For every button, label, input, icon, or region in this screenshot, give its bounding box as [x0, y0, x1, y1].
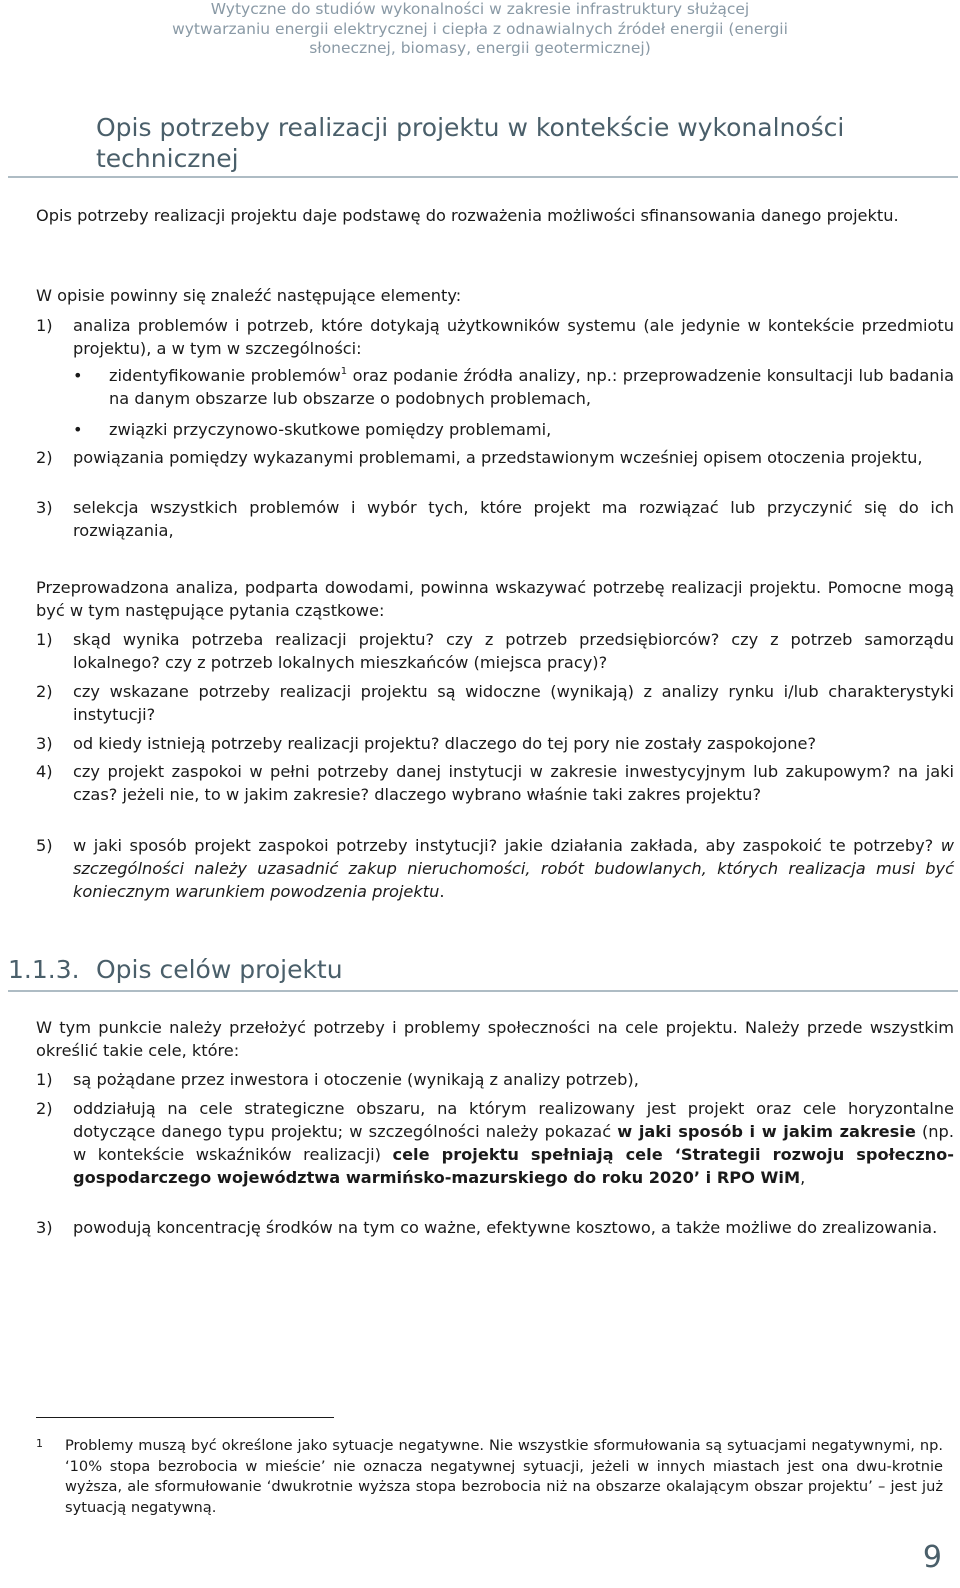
question-item: 1) skąd wynika potrzeba realizacji projektu? czy z potrzeb przedsiębiorców? czy z potrzeb samorządu lokalnego? czy z potrzeb lokalnych mieszkańców (miejsca pracy)? [36, 630, 954, 672]
section-1-1-2-heading [8, 112, 953, 174]
header-line-3: słonecznej, biomasy, energii geotermicznej) [309, 39, 651, 57]
list-item: 1) analiza problemów i potrzeb, które dotykają użytkowników systemu (ale jedynie w kontekście przedmiotu projektu), a w tym w szczególności: [36, 316, 954, 358]
bullet-item: • związki przyczynowo-skutkowe pomiędzy problemami, [73, 420, 552, 439]
section-1-1-3-heading [8, 955, 953, 984]
page-number: 9 [922, 1540, 942, 1575]
goals-intro: W tym punkcie należy przełożyć potrzeby i problemy społeczności na cele projektu. Należy przede wszystkim określić takie cele, które: [36, 1018, 954, 1060]
question-item: 3) od kiedy istnieją potrzeby realizacji projektu? dlaczego do tej pory nie zostały zaspokojone? [36, 734, 817, 753]
footnote-separator [36, 1417, 334, 1418]
question-item: 4) czy projekt zaspokoi w pełni potrzeby danej instytucji w zakresie inwestycyjnym lub zakupowym? na jaki czas? jeżeli nie, to w jakim zakresie? dlaczego wybrano właśnie taki zakres projektu? [36, 762, 954, 804]
goal-item: 1) są pożądane przez inwestora i otoczenie (wynikają z analizy potrzeb), [36, 1070, 639, 1089]
question-item: 5) w jaki sposób projekt zaspokoi potrzeby instytucji? jakie działania zakłada, aby zaspokoić te potrzeby? w szczególności należy uzasadnić zakup nieruchomości, robót budowlanych, których realizacja musi być koniecznym warunkiem powodzenia projektu. [36, 836, 954, 901]
footnote-number: 1 [36, 1437, 43, 1450]
bullet-icon: • [73, 420, 83, 439]
intro-paragraph: Opis potrzeby realizacji projektu daje podstawę do rozważenia możliwości sfinansowania danego projektu. [36, 206, 899, 225]
goal-item: 3) powodują koncentrację środków na tym co ważne, efektywne kosztowo, a także możliwe do zrealizowania. [36, 1218, 938, 1237]
header-line-1: Wytyczne do studiów wykonalności w zakresie infrastruktury służącej [210, 0, 750, 18]
footnote-ref: 1 [340, 366, 348, 377]
elements-lead: W opisie powinny się znaleźć następujące elementy: [36, 286, 462, 305]
heading-rule [8, 990, 958, 992]
footnote-text: Problemy muszą być określone jako sytuacje negatywne. Nie wszystkie sformułowania są sytuacjami negatywnymi, np. ‘10% stopa bezrobocia w mieście’ nie oznacza negatywnej sytuacji, jeżeli w innych miastach jest ona dwu-krotnie wyższa, ale sformułowanie ‘dwukrotnie wyższa stopa bezrobocia niż na obszarze okalającym obszar projektu’ – jest już sytuacją negatywną. [65, 1437, 943, 1516]
section-number [8, 112, 96, 143]
section-number: 1.1.3. [8, 955, 80, 984]
goal-item: 2) oddziałują na cele strategiczne obszaru, na którym realizowany jest projekt oraz cele horyzontalne dotyczące danego typu projektu; w szczególności należy pokazać w jaki sposób i w jakim zakresie (np. w kontekście wskaźników realizacji) cele projektu spełniają cele ‘Strategii rozwoju społeczno-gospodarczego województwa warmińsko-mazurskiego do roku 2020’ i RPO WiM, [36, 1099, 954, 1187]
analysis-paragraph: Przeprowadzona analiza, podparta dowodami, powinna wskazywać potrzebę realizacji projektu. Pomocne mogą być w tym następujące pytania cząstkowe: [36, 578, 954, 620]
bullet-icon: • [73, 366, 83, 385]
section-title: Opis celów projektu [96, 955, 343, 984]
list-item: 3) selekcja wszystkich problemów i wybór tych, które projekt ma rozwiązać lub przyczynić się do ich rozwiązania, [36, 498, 954, 540]
heading-rule [8, 176, 958, 178]
list-item: 2) powiązania pomiędzy wykazanymi problemami, a przedstawionym wcześniej opisem otoczenia projektu, [36, 448, 923, 467]
question-item: 2) czy wskazane potrzeby realizacji projektu są widoczne (wynikają) z analizy rynku i/lub charakterystyki instytucji? [36, 682, 954, 724]
running-header [0, 0, 960, 59]
bullet-item: • zidentyfikowanie problemów$^1$ oraz podanie źródła analizy, np.: przeprowadzenie konsultacji lub badania na danym obszarze lub obszarze o podobnych problemach, [73, 366, 954, 408]
section-title: Opis potrzeby realizacji projektu w kontekście wykonalności technicznej [96, 113, 845, 173]
header-line-2: wytwarzaniu energii elektrycznej i ciepła z odnawialnych źródeł energii (energii [172, 19, 788, 38]
